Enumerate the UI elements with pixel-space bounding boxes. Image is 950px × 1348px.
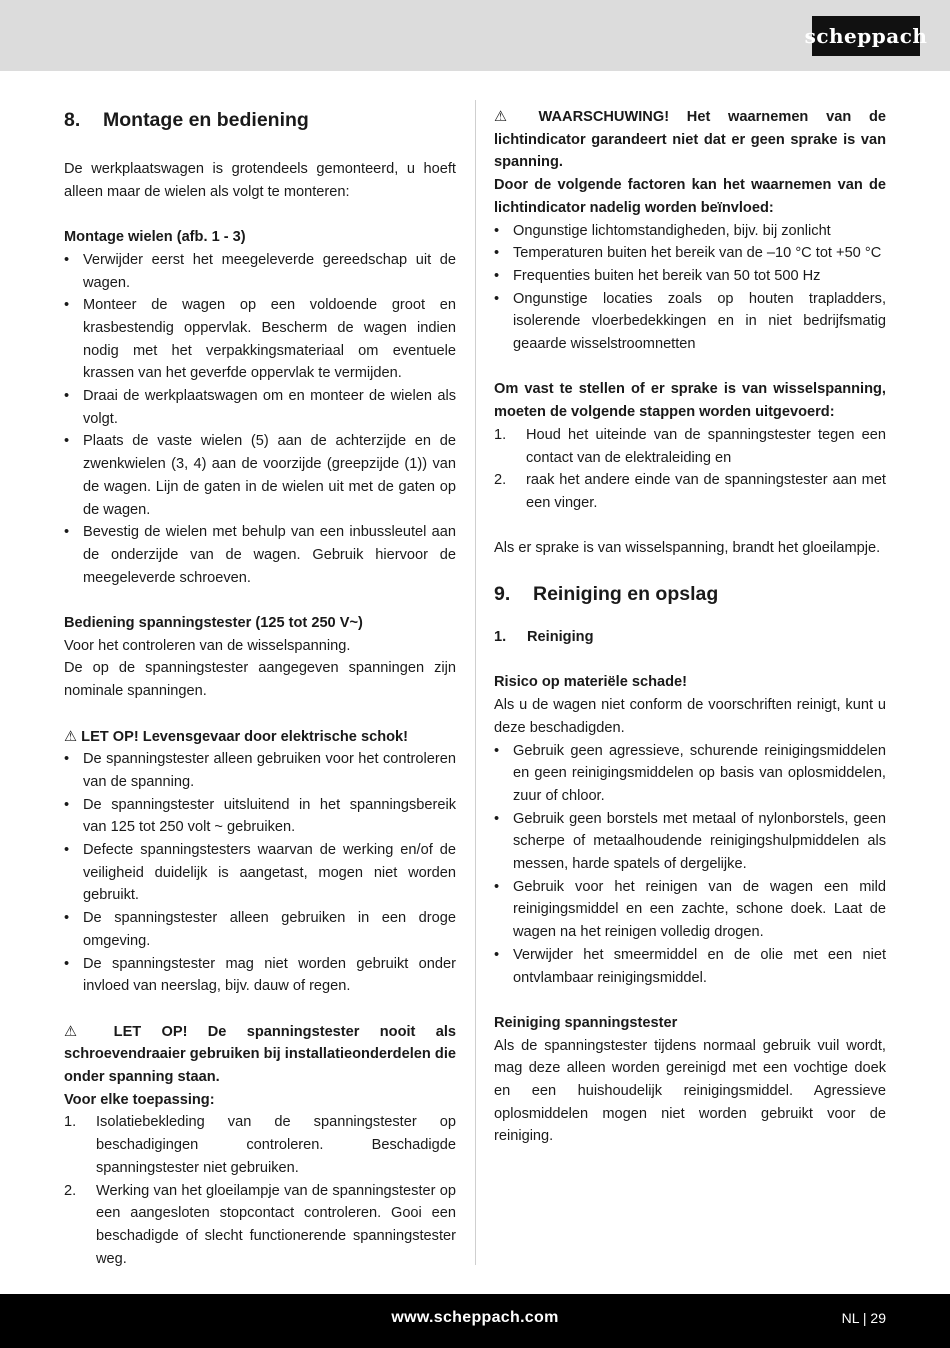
list-item: • Monteer de wagen op een voldoende groot en krasbestendig oppervlak. Bescherm de wagen indien nodig met het verpakkingsmateriaal om eventuele krassen van het geverfde oppervlak te vermijden.	[64, 294, 456, 385]
intro-text: De werkplaatswagen is grotendeels gemonteerd, u hoeft alleen maar de wielen als volgt te monteren:	[64, 161, 456, 200]
right-column	[494, 106, 886, 1148]
warning-text: LET OP! Levensgevaar door elektrische schok!	[81, 728, 409, 745]
section-title: Reiniging en opslag	[533, 583, 719, 606]
page-number: NL | 29	[841, 1310, 886, 1326]
section-heading-8	[64, 106, 456, 134]
list-item: • Bevestig de wielen met behulp van een inbussleutel aan de onderzijde van de wagen. Gebruik hiervoor de meegeleverde schroeven.	[64, 521, 456, 589]
list-item: • Ongunstige locaties zoals op houten trapladders, isolerende vloerbedekkingen en in niet bedrijfsmatig geaarde wisselstroomnetten	[494, 288, 886, 356]
wheels-list	[64, 249, 456, 590]
warning-icon: ⚠	[64, 1023, 94, 1040]
list-item: • Draai de werkplaatswagen om en monteer de wielen als volgt.	[64, 385, 456, 430]
section-heading-9	[494, 580, 886, 608]
wheels-heading: Montage wielen (afb. 1 - 3)	[64, 229, 246, 246]
tester-heading: Bediening spanningstester (125 tot 250 V~)	[64, 615, 363, 632]
page-footer	[0, 1294, 950, 1348]
subsection-number: 1.	[494, 629, 507, 646]
list-item	[494, 469, 886, 514]
item-number: 1.	[494, 426, 507, 443]
section-title: Montage en bediening	[103, 109, 309, 131]
subsection-heading	[494, 626, 886, 649]
list-item: • Gebruik geen borstels met metaal of nylonborstels, geen scherpe of metaalhoudende reinigingshulpmiddelen als messen, harde spatels of dergelijke.	[494, 808, 886, 876]
steps-result: Als er sprake is van wisselspanning, brandt het gloeilampje.	[494, 540, 881, 557]
list-item: • Verwijder het smeermiddel en de olie met een niet ontvlambaar reinigingsmiddel.	[494, 944, 886, 989]
list-item: • Frequenties buiten het bereik van 50 tot 500 Hz	[494, 265, 886, 288]
warning-icon: ⚠	[494, 109, 521, 125]
item-number: 2.	[64, 1182, 77, 1199]
steps-heading: Om vast te stellen of er sprake is van wisselspanning, moeten de volgende stappen worden uitgevoerd:	[494, 381, 886, 421]
list-item: • Defecte spanningstesters waarvan de werking en/of de veiligheid duidelijk is aangetast, mogen niet worden gebruikt.	[64, 839, 456, 907]
list-item	[64, 1111, 456, 1179]
list-item: • Temperaturen buiten het bereik van de –10 °C tot +50 °C	[494, 242, 886, 265]
tester-line: Voor het controleren van de wisselspanning.	[64, 637, 351, 654]
page-header	[0, 0, 950, 71]
item-number: 1.	[64, 1114, 77, 1131]
list-item: • Verwijder eerst het meegeleverde gereedschap uit de wagen.	[64, 249, 456, 294]
item-text: Werking van het gloeilampje van de spanningstester op een aangesloten stopcontact controleren. Gooi een beschadigde of slecht functionerende spanningstester weg.	[96, 1182, 456, 1267]
list-item: • De spanningstester alleen gebruiken in een droge omgeving.	[64, 907, 456, 952]
cleaning-list	[494, 740, 886, 990]
warning-icon: ⚠	[64, 728, 78, 745]
list-item	[494, 424, 886, 469]
list-item: • De spanningstester alleen gebruiken voor het controleren van de spanning.	[64, 748, 456, 793]
factors-heading: Door de volgende factoren kan het waarnemen van de lichtindicator nadelig worden beïnvloed:	[494, 177, 886, 216]
item-text: raak het andere einde van de spanningstester aan met een vinger.	[526, 472, 886, 511]
tester-line: De op de spanningstester aangegeven spanningen zijn nominale spanningen.	[64, 660, 456, 700]
steps-list	[494, 424, 886, 515]
item-text: Houd het uiteinde van de spanningstester tegen een contact van de elektraleiding en	[526, 426, 886, 466]
list-item: • Plaats de vaste wielen (5) aan de achterzijde en de zwenkwielen (3, 4) aan de voorzijde (greepzijde (1)) van de wagen. Lijn de gaten in de wielen uit met de gaten op de wagen.	[64, 430, 456, 521]
warning-text: LET OP! De spanningstester nooit als schroevendraaier gebruiken bij installatieonderdelen die onder spanning staan.	[64, 1023, 457, 1086]
each-use-heading: Voor elke toepassing:	[64, 1091, 215, 1108]
list-item: • De spanningstester uitsluitend in het spanningsbereik van 125 tot 250 volt ~ gebruiken.	[64, 794, 456, 839]
website-link[interactable]: www.scheppach.com	[391, 1309, 559, 1326]
left-column	[64, 106, 456, 1270]
tester-clean-heading: Reiniging spanningstester	[494, 1014, 678, 1031]
warning-text: WAARSCHUWING! Het waarnemen van de lichtindicator garandeert niet dat er geen sprake is van spanning.	[494, 109, 887, 171]
factors-list	[494, 220, 886, 356]
item-number: 2.	[494, 472, 507, 489]
section-number: 9.	[494, 583, 511, 606]
risk-text: Als u de wagen niet conform de voorschriften reinigt, kunt u deze beschadigden.	[494, 697, 886, 736]
warning-notice	[64, 1021, 456, 1089]
brand-logo: scheppach	[812, 16, 920, 56]
risk-heading: Risico op materiële schade!	[494, 674, 688, 691]
warning-list	[64, 748, 456, 998]
warning-notice	[64, 726, 456, 749]
subsection-title: Reiniging	[527, 629, 594, 646]
list-item: • Gebruik voor het reinigen van de wagen een mild reinigingsmiddel en een zachte, schone doek. Laat de wagen na het reinigen volledig drogen.	[494, 876, 886, 944]
column-divider	[475, 100, 476, 1265]
item-text: Isolatiebekleding van de spanningstester op beschadigingen controleren. Beschadigde spanningstester niet gebruiken.	[96, 1114, 456, 1176]
list-item	[64, 1180, 456, 1271]
tester-clean-text: Als de spanningstester tijdens normaal gebruik vuil wordt, mag deze alleen worden gereinigd met een vochtige doek en een huishoudelijk reinigingsmiddel. Agressieve oplosmiddelen mogen niet worden gebruikt voor de reiniging.	[494, 1037, 886, 1145]
each-use-list	[64, 1111, 456, 1270]
section-number: 8.	[64, 109, 81, 131]
warning-notice	[494, 106, 886, 174]
list-item: • De spanningstester mag niet worden gebruikt onder invloed van neerslag, bijv. dauw of regen.	[64, 953, 456, 998]
list-item: • Gebruik geen agressieve, schurende reinigingsmiddelen en geen reinigingsmiddelen op basis van oplosmiddelen, zuur of chloor.	[494, 740, 886, 808]
list-item: • Ongunstige lichtomstandigheden, bijv. bij zonlicht	[494, 220, 886, 243]
